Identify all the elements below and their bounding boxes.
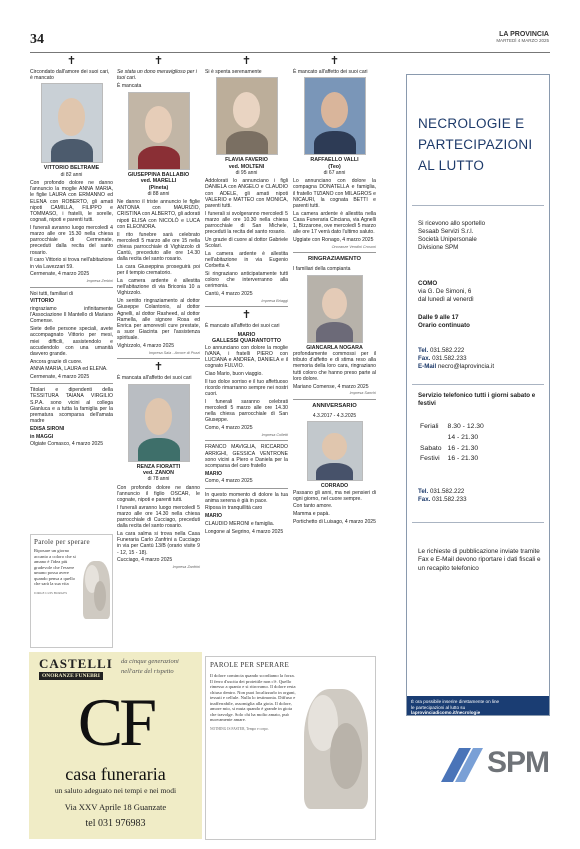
paragraph: I funerali avranno luogo mercoledì 4 marzo alle ore 15.30 nella chiesa parrocchiale di Cermenate, preceduti dalla recita del santo rosario. — [30, 224, 113, 256]
cross-icon: ✝ — [329, 55, 340, 67]
funeral-agency: Impresa Sanchi — [349, 391, 376, 396]
place-date: Como, 4 marzo 2025 — [205, 425, 253, 432]
funeral-agency: Impresa Briaggi — [261, 298, 288, 303]
masthead — [496, 31, 549, 43]
paragraph: CLAUDIO MERONI e famiglia. — [205, 520, 275, 527]
portrait-photo — [304, 77, 366, 155]
poem-text: Riposare un giorno accanto a coloro che si amano è l'idea più gradevole che l'essere umano possa avere quando pensa a quello che sarà la sua vita — [34, 548, 76, 587]
place-date: Portichetto di Luisago, 4 marzo 2025 — [293, 518, 376, 525]
paragraph: I funerali avranno luogo mercoledì 5 marzo alle ore 14.30 nella chiesa parrocchiale di Cucciago, preceduti dalla recita del santo rosario. — [117, 504, 200, 530]
divider — [205, 440, 288, 441]
paragraph: Addolorati lo annunciano i figli DANIELA con ANGELO e CLAUDIO con ADELE, gli amati nipoti VALERIO e MATTEO con MONICA, parenti tutti. — [205, 178, 288, 210]
portrait-photo — [128, 384, 190, 462]
fax-label: Fax. — [418, 355, 431, 363]
obituary-text — [117, 485, 200, 564]
deceased-name-suffix: ved. MARELLI — [140, 178, 177, 185]
time: 8.30 - 12.30 — [447, 423, 484, 430]
deceased-name: MARIO — [237, 331, 256, 338]
paragraph: I funerali si svolgeranno mercoledì 5 marzo alle ore 10.30 nella chiesa parrocchiale di San Michele, preceduti la recita del santo rosario. — [205, 210, 288, 236]
ad-slogan: nell'arte del rispetto — [121, 668, 174, 675]
time: 16 - 21.30 — [447, 455, 479, 463]
paragraph: La camera ardente è allestita nell'abitazione di via Briconia 10 a Vighizzolo. — [117, 278, 200, 297]
day — [420, 434, 446, 443]
deceased-age: di 88 anni — [147, 190, 170, 197]
spm-logo — [437, 740, 549, 790]
section-title: ANNIVERSARIO — [312, 402, 357, 409]
city: COMO — [418, 280, 438, 287]
divider — [117, 358, 200, 359]
contacts-weekend — [418, 488, 467, 504]
obituary-intro: È mancata all'affetto dei suoi cari — [117, 375, 192, 382]
deceased-nickname: (Pineta) — [148, 184, 169, 191]
schedule-row — [420, 445, 488, 454]
divider — [293, 252, 376, 253]
funeral-agency: Impresa Colletti — [261, 432, 288, 437]
banner-line: le partecipazioni al lutto su — [411, 704, 466, 710]
publication-date: MARTEDÌ 4 MARZO 2025 — [496, 38, 549, 43]
time: 16 - 21.30 — [447, 444, 479, 452]
deceased-name: GIUSEPPINA BALLABIO — [127, 171, 190, 178]
day: Festivi — [420, 455, 440, 463]
deceased-nickname: (Teo) — [328, 163, 341, 170]
obituary-text — [30, 180, 113, 278]
deceased-name-suffix: in MAGGI — [30, 433, 54, 440]
deceased-name: CORRADO — [320, 483, 349, 490]
poem-text: Il dolore comincia quando scordiamo la forza. Il ferro d'uscita dei proiettile non c'è. Quello rimesso a quanto e si ritrovamo. Il dolore resta chiuso dentro. Non puoi localizzarlo in organi, tessuti e cellule. Nulla lo testimonia. Diffuso e inafferrabile, assomiglia alla gioia. Il dolore, amore mio, si muta quando è grande in gioia che travolge. Solo chi ha molto amato, può nuovamente amare. — [210, 673, 296, 723]
place-date: Longone al Segrino, 4 marzo 2025 — [205, 528, 284, 535]
funeral-agency: Onoranze Vendini Crosoni — [331, 244, 376, 249]
funeral-agency: Impresa Sala - Arcore di Pozzi — [148, 350, 200, 355]
info-title — [418, 114, 548, 177]
funeral-agency: Impresa Zerbini — [86, 279, 113, 283]
divider — [205, 488, 288, 489]
deceased-name-suffix: GALLESSI QUARANTOTTO — [212, 338, 281, 345]
deceased-name: GIANCARLA NOGARA — [306, 344, 363, 351]
opening-hours — [418, 314, 470, 330]
paragraph: Mamma e papà. — [293, 511, 330, 518]
day: Feriali — [420, 423, 439, 430]
day: Sabato — [420, 444, 442, 452]
obituary-intro: Circondato dall'amore dei suoi cari, è mancato — [30, 69, 110, 82]
obituary-intro: I familiari della compianta — [293, 266, 351, 273]
paragraph: Con profondo dolore ne danno l'annuncio la moglie ANNA MARIA, le figlie LAURA con ERMANNO ed ELENA con ROBERTO, gli amati nipoti CAMILLA, FILIPPO e TOMMASO, i fratelli, le sorelle, cognati, nipoti e parenti tutti. — [30, 179, 113, 224]
obituary-text — [205, 178, 288, 297]
anniversary-dates: 4.3.2017 - 4.3.2025 — [312, 412, 357, 419]
paragraph: Un grazie di cuore al dottor Gabriele Scolari. — [205, 237, 288, 250]
tel-value: 031.582.222 — [429, 488, 465, 495]
spm-logo-text: SPM — [487, 746, 550, 779]
divider — [205, 306, 288, 307]
obituary-text — [293, 178, 376, 243]
online-banner[interactable] — [407, 696, 549, 715]
schedule-row — [420, 434, 488, 443]
paragraph: Titolari e dipendenti della TESSITURA TAIANA VIRGILIO S.P.A. sono vicini al collega Gianluca e a tutta la famiglia per la prematura scomparsa dell'amata madre — [30, 387, 113, 425]
paragraph: Ancora grazie di cuore. — [30, 358, 83, 365]
divider — [293, 399, 376, 400]
divider — [30, 383, 113, 384]
opening-days: dal lunedì al venerdì — [418, 296, 474, 304]
contacts — [418, 347, 494, 371]
ad-brand: CASTELLI — [39, 656, 113, 671]
place-date: Cermenate, 4 marzo 2025 — [30, 271, 90, 278]
banner-line: È ora possibile inserire direttamente on line — [411, 699, 500, 704]
paragraph: Ne danno il triste annuncio le figlie ANTONIA con MAURIZIO, CRISTINA con ALBERTO, gli adorati nipoti ELISA con NICOLÒ e LUCA con ELEONORA. — [117, 199, 200, 230]
page-number: 34 — [30, 32, 44, 47]
fax-value: 031.582.233 — [432, 496, 467, 504]
paragraph: Il caro Vittorio si trova nell'abitazione in via Lavezzari 59. — [30, 257, 113, 270]
paragraph: Ciao Mario, buon viaggio. — [205, 370, 263, 377]
ad-logo: CF — [77, 684, 154, 760]
phone-service: Servizio telefonico tutti i giorni sabato e festivi — [418, 392, 536, 408]
column-4 — [293, 56, 376, 527]
email-label: E-Mail — [418, 363, 437, 371]
paragraph: La camera ardente è allestita nell'abitazione in via Eugenio Corbetta 4. — [205, 250, 288, 270]
schedule-table — [418, 421, 490, 466]
obituary-text — [293, 351, 376, 390]
schedule-row — [420, 455, 488, 464]
tel-value: 031.582.222 — [429, 347, 465, 354]
ad-address: Via XXV Aprile 18 Guanzate — [64, 802, 167, 812]
deceased-name: VITTORIO BELTRAME — [43, 165, 100, 172]
portrait-photo — [216, 77, 278, 155]
info-title-line: PARTECIPAZIONI — [418, 136, 533, 152]
paragraph: Un sentito ringraziamento al dottor Giuseppe Colantonio, al dottor Agnelli, al dottor Rasheed, al dottor Ramella, alle signore Rosa ed Enrica per amorevoli cure prestate, a suor Giacinta per l'assistenza spirituale. — [117, 298, 200, 342]
street: via G. De Simoni, 6 — [418, 288, 472, 296]
tel-label: Tel. — [418, 488, 429, 495]
place-date: Olgiate Comasco, 4 marzo 2025 — [30, 441, 104, 448]
obituary-text — [205, 345, 288, 432]
cross-icon: ✝ — [66, 55, 77, 67]
ad-title: casa funeraria — [65, 764, 166, 784]
obituary-text — [205, 492, 288, 535]
paragraph: FRANCO MAVIGLIA, RICCARDO ARRIGHI, GESSICA VENTRONE sono vicini a Piero e Daniela per la scomparsa del caro fratello — [205, 444, 288, 469]
fiscal-note: Le richieste di pubblicazione inviate tramite Fax e E-Mail devono riportare i dati fiscali e un recapito telefonico — [418, 548, 541, 572]
column-1 — [30, 56, 113, 449]
paragraph: I funerali saranno celebrati mercoledì 5 marzo alle ore 14.30 nella chiesa parrocchiale di San Giuseppe. — [205, 398, 288, 424]
angel-statue-image — [304, 689, 368, 809]
paragraph: In questo momento di dolore la tua anima serena è già in pace. — [205, 491, 288, 504]
paragraph: Lo annunciano con dolore la moglie IVANA, i fratelli PIERO con LUCIANA e ANDREA, DANIELA e il cognato FULVIO. — [205, 344, 288, 370]
deceased-name-suffix: ved. ZANON — [143, 470, 174, 477]
paragraph: La camera ardente è allestita nella Casa Funeraria Cinciana, via Agnelli 1, Bizzarone, ove mercoledì 5 marzo alle ore 17 verrà dato l'ultimo saluto. — [293, 210, 376, 236]
funeral-agency: Impresa Zanfrini — [172, 565, 200, 569]
paragraph: Noi tutti, familiari di — [30, 290, 74, 297]
company-name: Divisione SPM — [418, 244, 459, 252]
column-2 — [117, 56, 200, 572]
paragraph: Riposa in tranquillità caro — [205, 505, 263, 512]
portrait-photo — [128, 92, 190, 170]
funeral-home-ad — [29, 652, 202, 839]
paragraph: Lo annunciano con dolore la compagna DONATELLA e famiglia, il fratello TIZIANO con MILAGROS e NICAURI, la cognata BETTI e parenti tutti. — [293, 178, 376, 210]
deceased-name: FLAVIA FAVERIO — [225, 157, 268, 164]
obituary-text — [293, 490, 376, 526]
deceased-name: VITTORIO — [30, 298, 54, 305]
portrait-photo — [41, 83, 103, 163]
obituary-intro: È mancata — [117, 83, 142, 90]
deceased-name: MARIO — [205, 470, 222, 477]
deceased-name: MARIO — [205, 513, 222, 520]
banner-link[interactable]: laprovinciadicomo.it/necrologie — [411, 710, 481, 715]
divider — [412, 205, 544, 206]
divider — [412, 522, 544, 523]
place-date: Como, 4 marzo 2025 — [205, 478, 253, 485]
place-date: Vighizzolo, 4 marzo 2025 — [117, 343, 175, 350]
schedule-row — [420, 423, 488, 432]
column-3 — [205, 56, 288, 536]
paragraph: La cara Giuseppina proseguirà poi per il tempio crematorio. — [117, 264, 200, 277]
paragraph: Siete delle persone speciali, avete accompagnato Vittorio per mesi, miei difficili, assistendolo e accudendolo con una umanità davvero grande. — [30, 326, 113, 357]
ad-brand-sub: ONORANZE FUNEBRI — [39, 672, 103, 680]
place-date: Cermenate, 4 marzo 2025 — [30, 374, 90, 381]
place-date: Uggiate con Ronago, 4 marzo 2025 — [293, 237, 374, 244]
paragraph: Il rito funebre sarà celebrato mercoledì 5 marzo alle ore 15 nella chiesa parrocchiale di Vighizzolo di Cantù, preceduto alle ore 14.30 dalla recita del santo rosario. — [117, 231, 200, 263]
obituary-text — [30, 291, 113, 381]
office-info — [418, 220, 485, 252]
cross-icon: ✝ — [241, 309, 252, 322]
paragraph: Passano gli anni, ma nei pensieri di ogni giorno, nel cuore sempre. — [293, 489, 376, 502]
email-link[interactable]: necro@laprovincia.it — [437, 363, 495, 371]
divider — [30, 287, 113, 288]
time: 14 - 21.30 — [447, 433, 479, 441]
hours-note: Orario continuato — [418, 322, 470, 330]
hours: Dalle 9 alle 17 — [418, 314, 459, 321]
obituary-intro: È mancato all'affetto dei suoi cari — [293, 69, 368, 75]
poem-title: Parole per sperare — [34, 538, 90, 546]
tel-label: Tel. — [418, 347, 429, 354]
cross-icon: ✝ — [153, 55, 164, 67]
obituary-text — [205, 444, 288, 484]
office-label: Si ricevono allo sportello — [418, 220, 486, 227]
poem-title: PAROLE PER SPERARE — [210, 661, 290, 669]
paragraph: ANNA MARIA, LAURA ed ELENA. — [30, 366, 108, 373]
obituary-text — [30, 387, 113, 447]
header-rule — [30, 52, 550, 53]
deceased-age: di 95 anni — [235, 170, 258, 177]
deceased-age: di 78 anni — [147, 476, 170, 483]
poem-box — [205, 656, 376, 840]
paragraph: Il tuo dolce sorriso e il tuo affettuoso ricordo rimarranno sempre nei nostri cuori. — [205, 378, 288, 398]
ad-phone: tel 031 976983 — [85, 818, 146, 829]
place-date: Cucciago, 4 marzo 2025 — [117, 557, 173, 564]
obituary-intro: Si è spenta serenamente — [205, 69, 262, 75]
company-name: Società Unipersonale — [418, 236, 477, 244]
paragraph: ringraziamo infinitamente l'Associazione Il Mantello di Mariano Comense. — [30, 306, 113, 325]
paragraph: Con tanto amore. — [293, 503, 333, 510]
paragraph: La cara salma si trova nella Casa Funeraria Carlo Zanfrini a Cucciago in via per Cantù 13/B (orario visite 9 - 12, 15 - 18). — [117, 530, 200, 556]
poem-box — [30, 534, 113, 648]
cross-icon: ✝ — [241, 55, 252, 67]
company-name: Sesaab Servizi S.r.l. — [418, 228, 474, 236]
info-title-line: AL LUTTO — [418, 157, 485, 173]
place-date: Cantù, 4 marzo 2025 — [205, 291, 253, 298]
section-title: RINGRAZIAMENTO — [307, 256, 362, 263]
paragraph: profondamente commossi per il tributo d'affetto e di stima reso alla memoria della loro cara, ringraziano tutti coloro che hanno preso parte al loro dolore. — [293, 351, 376, 382]
poem-author: NOTHING IS FASTER, Tempo e corpo. — [210, 726, 269, 731]
portrait-photo — [307, 275, 363, 343]
office-address — [418, 280, 474, 304]
ad-tagline: un saluto adeguato nei tempi e nei modi — [54, 786, 177, 795]
poem-author: JORGE LUIS BORGES — [34, 590, 68, 595]
fax-value: 031.582.233 — [432, 355, 467, 363]
cross-icon: ✝ — [153, 361, 164, 374]
place-date: Mariano Comense, 4 marzo 2025 — [293, 383, 369, 390]
deceased-age: di 67 anni — [323, 170, 346, 177]
angel-statue-image — [83, 561, 110, 619]
info-title-line: NECROLOGIE E — [418, 116, 525, 131]
paragraph: Con profondo dolore ne danno l'annuncio il figlio OSCAR, le cognate, nipoti e parenti tutti. — [117, 484, 200, 503]
deceased-age: di 82 anni — [60, 171, 83, 178]
fax-label: Fax. — [418, 496, 431, 504]
deceased-name: RENZA FIORATTI — [136, 463, 181, 470]
publication-name: LA PROVINCIA — [499, 31, 549, 38]
obituary-intro: Se stata un dono meraviglioso per i tuoi cari. — [117, 69, 197, 82]
obituary-intro: È mancato all'affetto dei suoi cari — [205, 323, 280, 330]
obituary-text — [117, 199, 200, 349]
deceased-name: EDISA SIRONI — [30, 425, 65, 432]
ad-slogan: da cinque generazioni — [121, 658, 179, 665]
deceased-name: RAFFAELLO VALLI — [310, 157, 359, 164]
portrait-photo — [307, 421, 363, 481]
deceased-name-suffix: ved. MOLTENI — [228, 163, 265, 170]
divider — [412, 384, 544, 385]
paragraph: Si ringraziano anticipatamente tutti coloro che interverranno alla cerimonia. — [205, 271, 288, 290]
